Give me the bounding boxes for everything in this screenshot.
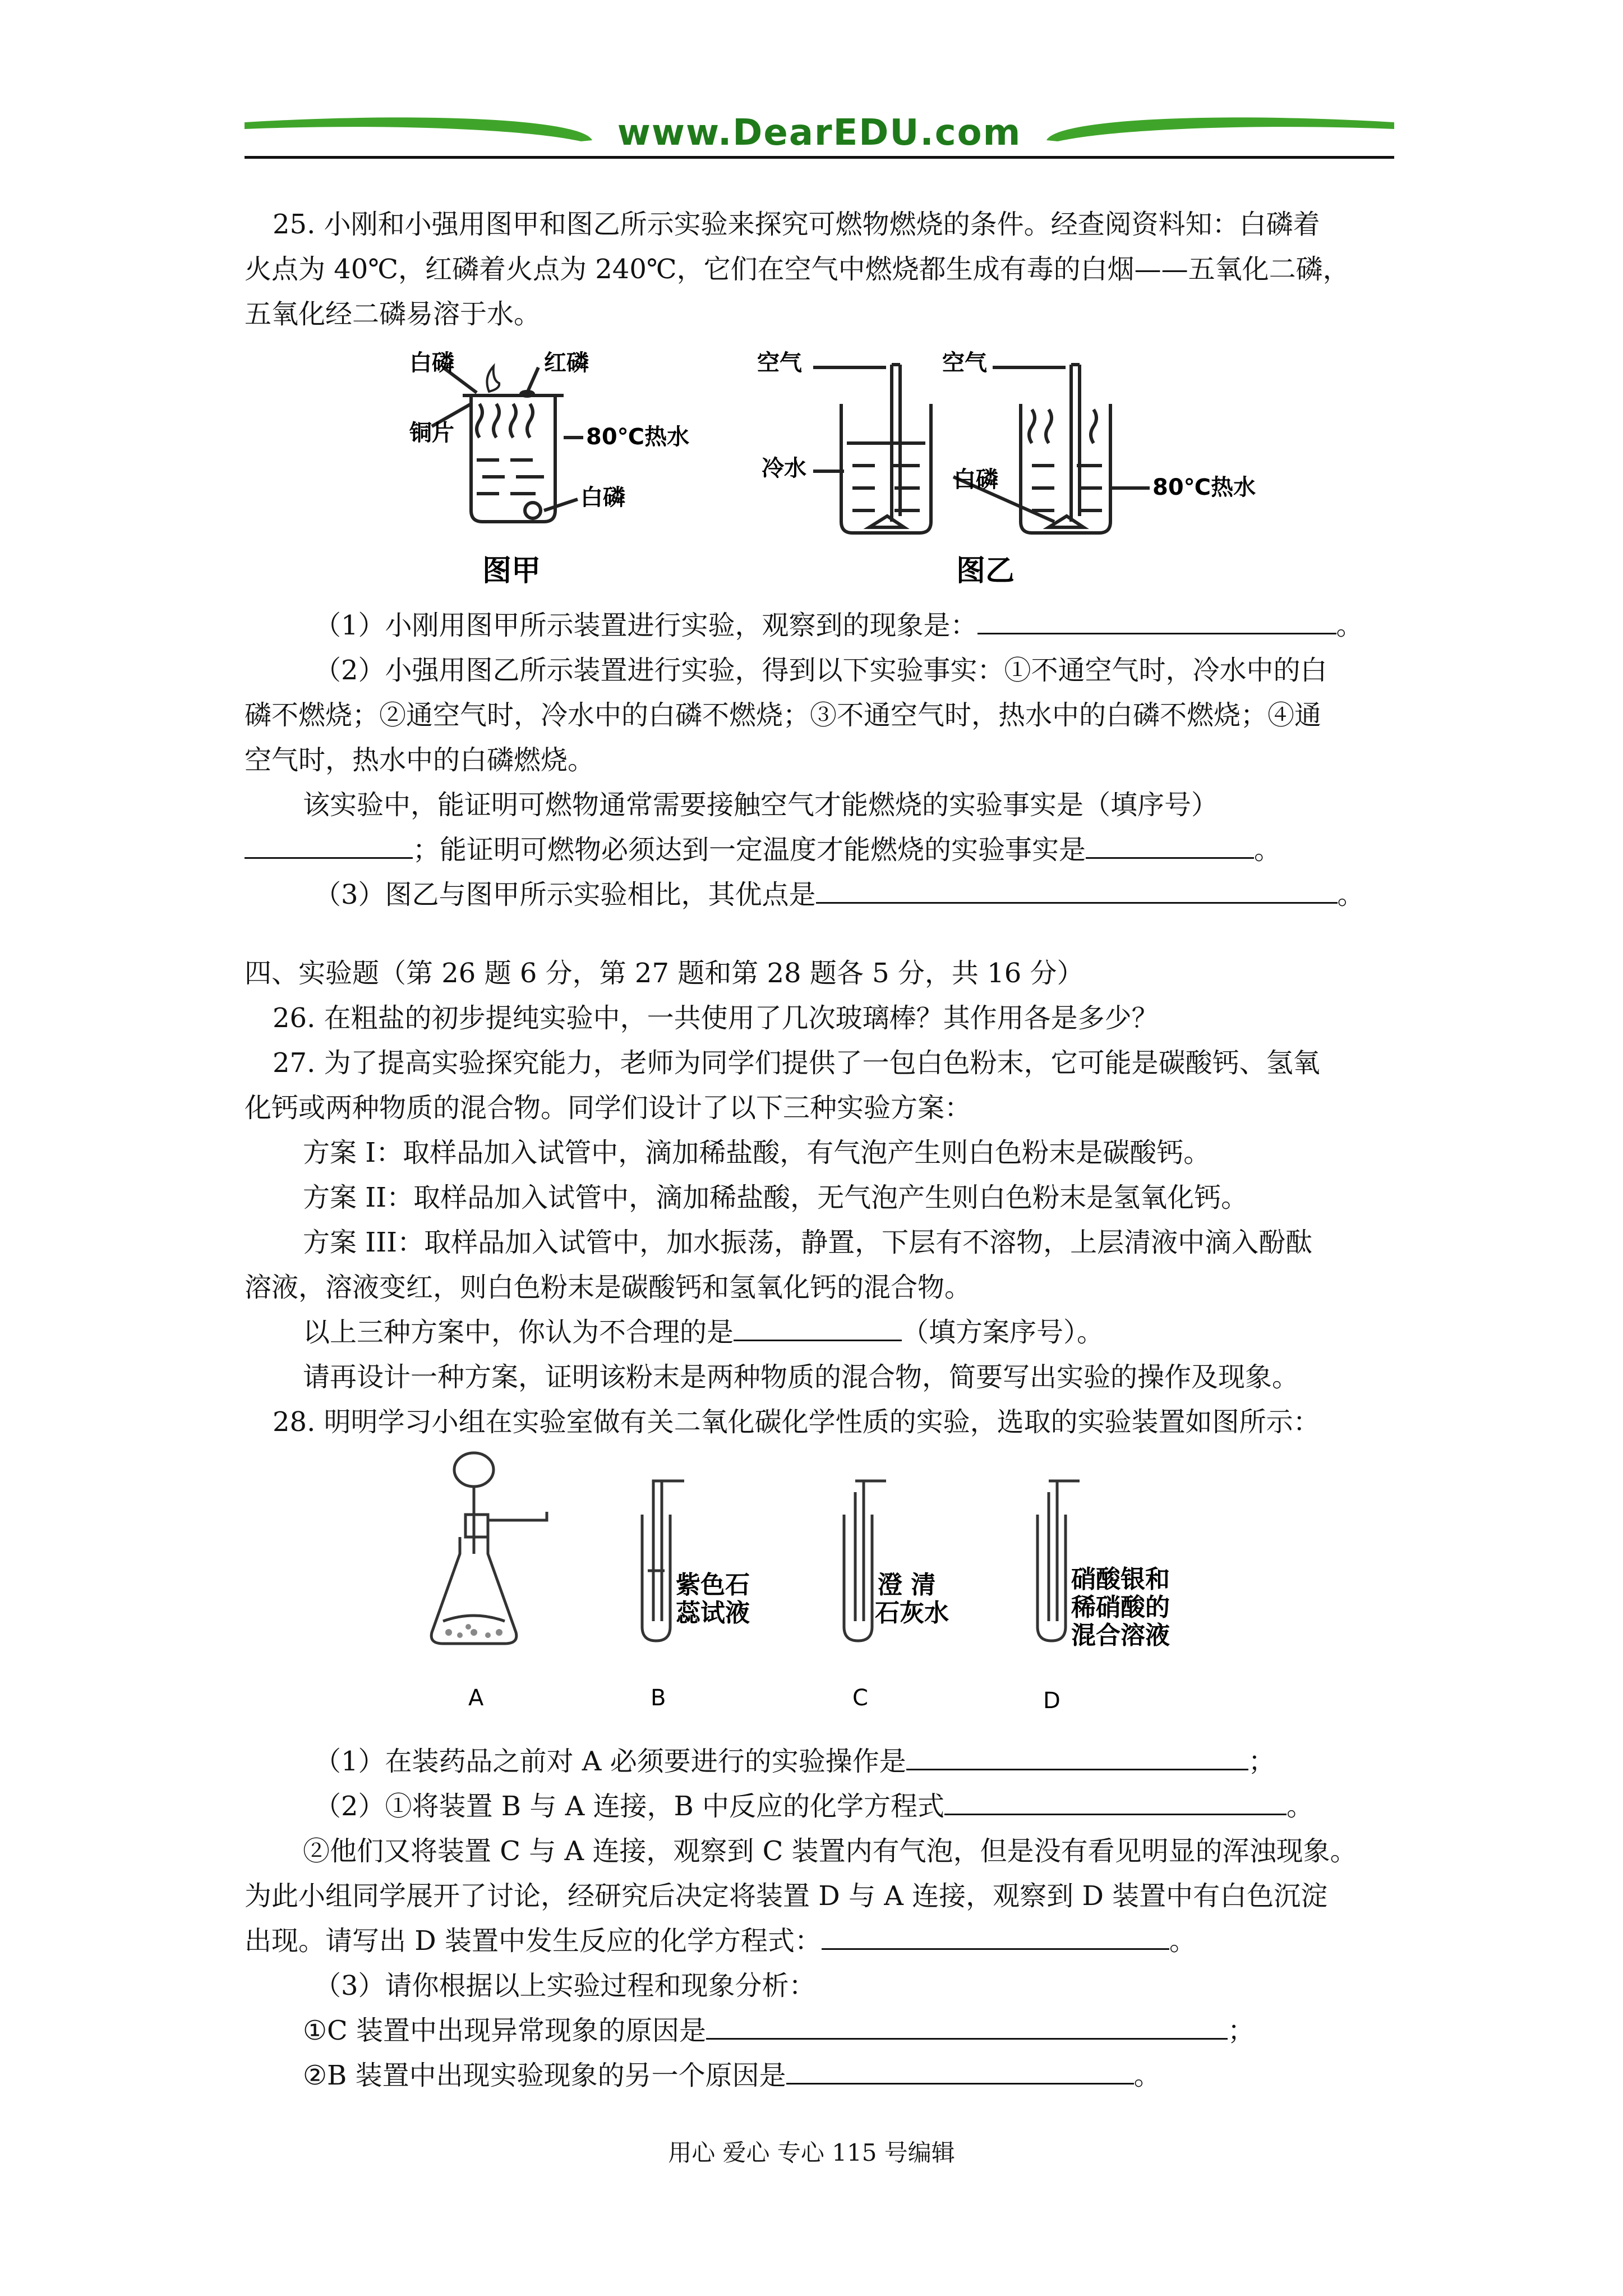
fig-label-a: A — [468, 1685, 484, 1711]
site-name: www.DearEDU.com — [617, 112, 1022, 154]
q28-part-3b-end: 。 — [1133, 2060, 1161, 2091]
q25-part-1-end: 。 — [1336, 610, 1363, 641]
q25-part-1-answer-blank[interactable] — [978, 608, 1336, 634]
fig-yi-label-white-p: 白磷 — [953, 467, 998, 493]
q28-part-3b — [303, 2053, 1161, 2098]
q28-part-1-answer-blank[interactable] — [906, 1744, 1248, 1770]
q25-part-2-line-3: 空气时，热水中的白磷燃烧。 — [245, 744, 595, 776]
q27-plan-3-line-1: 方案 III：取样品加入试管中，加水振荡，静置，下层有不溶物，上层清液中滴入酚酞 — [303, 1227, 1313, 1258]
page-footer: 用心 爱心 专心 115 号编辑 — [668, 2139, 955, 2166]
q28-part-2b-line-3-end: 。 — [1169, 1925, 1197, 1957]
figure-jia — [409, 342, 723, 595]
q25-part-1 — [314, 603, 1363, 648]
q25-part-2-line-5-end: 。 — [1254, 834, 1281, 866]
fig-yi-label-air-1: 空气 — [757, 350, 802, 376]
q27-line-1: 27. 为了提高实验探究能力，老师为同学们提供了一包白色粉末，它可能是碳酸钙、氢氧 — [273, 1047, 1320, 1079]
q28-part-3a-text: ①C 装置中出现异常现象的原因是 — [303, 2015, 707, 2046]
fig-d-text-2: 稀硝酸的 — [1071, 1593, 1170, 1622]
q25-part-3-end: 。 — [1337, 879, 1364, 910]
fig-jia-label-copper: 铜片 — [409, 420, 454, 446]
q25-intro-line-2: 火点为 40℃，红磷着火点为 240℃，它们在空气中燃烧都生成有毒的白烟——五氧化二磷， — [245, 254, 1350, 285]
fig-jia-label-red-p: 红磷 — [544, 350, 589, 376]
fig-yi-caption: 图乙 — [956, 554, 1015, 588]
q28-part-3a-end: ； — [1228, 2015, 1255, 2046]
q28-part-2b-line-1: ②他们又将装置 C 与 A 连接，观察到 C 装置内有气泡，但是没有看见明显的浑浊现象。 — [303, 1835, 1357, 1867]
q25-part-3-answer-blank[interactable] — [816, 877, 1338, 904]
q28-part-2-answer-blank[interactable] — [944, 1789, 1287, 1815]
fig-yi-label-air-2: 空气 — [942, 350, 987, 376]
fig-yi-label-hot-water: 80℃热水 — [1152, 475, 1256, 500]
fig-d-text-3: 混合溶液 — [1071, 1621, 1170, 1650]
fig-yi-label-cold-water: 冷水 — [762, 455, 806, 481]
q28-part-3b-answer-blank[interactable] — [786, 2058, 1134, 2085]
q28-part-3a-answer-blank[interactable] — [706, 2013, 1228, 2040]
q27-ask-1 — [303, 1310, 1104, 1355]
figure-yi — [757, 342, 1279, 595]
header-rule — [245, 156, 1394, 159]
q25-part-3-text: （3）图乙与图甲所示实验相比，其优点是 — [314, 879, 816, 910]
q27-ask-2: 请再设计一种方案，证明该粉末是两种物质的混合物，简要写出实验的操作及现象。 — [303, 1361, 1299, 1393]
q28-part-2-end: 。 — [1287, 1791, 1314, 1822]
q25-part-2-line-5-text: ；能证明可燃物必须达到一定温度才能燃烧的实验事实是 — [413, 834, 1086, 866]
q27-plan-3-line-2: 溶液，溶液变红，则白色粉末是碳酸钙和氢氧化钙的混合物。 — [245, 1272, 972, 1303]
section-4-title: 四、实验题（第 26 题 6 分，第 27 题和第 28 题各 5 分，共 16 分） — [245, 958, 1084, 989]
fig-d-text-1: 硝酸银和 — [1071, 1565, 1170, 1594]
fig-c-text-2: 石灰水 — [875, 1599, 949, 1627]
fig-label-c: C — [852, 1685, 868, 1711]
q25-part-2-line-2: 磷不燃烧；②通空气时，冷水中的白磷不燃烧；③不通空气时，热水中的白磷不燃烧；④通 — [245, 700, 1322, 731]
q28-part-1 — [314, 1739, 1275, 1784]
fig-jia-label-white-p-2: 白磷 — [580, 485, 625, 510]
q27-ask-1-text: 以上三种方案中，你认为不合理的是 — [303, 1317, 734, 1348]
q27-plan-2: 方案 II：取样品加入试管中，滴加稀盐酸，无气泡产生则白色粉末是氢氧化钙。 — [303, 1182, 1248, 1213]
fig-label-b: B — [651, 1685, 666, 1711]
header-banner — [245, 107, 1394, 168]
fig-c-text-1: 澄 清 — [878, 1571, 936, 1599]
fig-jia-caption: 图甲 — [482, 554, 541, 588]
figure-q28-apparatus — [426, 1442, 1239, 1733]
q25-part-2-line-4: 该实验中，能证明可燃物通常需要接触空气才能燃烧的实验事实是（填序号） — [303, 789, 1219, 821]
q27-unreasonable-plan-blank[interactable] — [734, 1315, 902, 1341]
fig-b-text-2: 蕊试液 — [676, 1599, 750, 1627]
q27-line-2: 化钙或两种物质的混合物。同学们设计了以下三种实验方案： — [245, 1092, 972, 1124]
fig-jia-label-hot-water: 80℃热水 — [586, 424, 690, 450]
q26-text: 26. 在粗盐的初步提纯实验中，一共使用了几次玻璃棒？其作用各是多少？ — [273, 1002, 1159, 1034]
q25-intro-line-1: 25. 小刚和小强用图甲和图乙所示实验来探究可燃物燃烧的条件。经查阅资料知：白磷着 — [273, 209, 1320, 240]
fig-b-text-1: 紫色石 — [676, 1571, 750, 1599]
q28-part-3: （3）请你根据以上实验过程和现象分析： — [314, 1970, 816, 2001]
q28-part-2b-line-2: 为此小组同学展开了讨论，经研究后决定将装置 D 与 A 连接，观察到 D 装置中有白色沉淀 — [245, 1880, 1328, 1912]
q28-part-1-text: （1）在装药品之前对 A 必须要进行的实验操作是 — [314, 1746, 906, 1777]
q28-part-2b-line-3 — [245, 1918, 1196, 1963]
q28-part-2 — [314, 1784, 1313, 1829]
q25-part-2-line-5 — [245, 827, 1281, 872]
q28-d-equation-blank[interactable] — [822, 1924, 1169, 1950]
fig-jia-label-white-p: 白磷 — [409, 350, 454, 376]
q25-air-facts-blank[interactable] — [245, 832, 413, 859]
q25-temperature-facts-blank[interactable] — [1086, 832, 1254, 859]
q28-part-2b-line-3-text: 出现。请写出 D 装置中发生反应的化学方程式： — [245, 1925, 822, 1957]
q28-line-1: 28. 明明学习小组在实验室做有关二氧化碳化学性质的实验，选取的实验装置如图所示： — [273, 1406, 1320, 1438]
q28-part-3b-text: ②B 装置中出现实验现象的另一个原因是 — [303, 2060, 786, 2091]
q28-part-2-text: （2）①将装置 B 与 A 连接，B 中反应的化学方程式 — [314, 1791, 945, 1822]
q25-part-1-text: （1）小刚用图甲所示装置进行实验，观察到的现象是： — [314, 610, 978, 641]
fig-label-d: D — [1043, 1688, 1061, 1714]
q28-part-1-end: ； — [1248, 1746, 1275, 1777]
q27-ask-1-end: （填方案序号）。 — [902, 1317, 1104, 1348]
q25-part-3 — [314, 872, 1364, 917]
q27-plan-1: 方案 I：取样品加入试管中，滴加稀盐酸，有气泡产生则白色粉末是碳酸钙。 — [303, 1137, 1211, 1168]
q28-part-3a — [303, 2008, 1255, 2053]
q25-intro-line-3: 五氧化经二磷易溶于水。 — [245, 298, 541, 330]
q25-part-2-line-1: （2）小强用图乙所示装置进行实验，得到以下实验事实：①不通空气时，冷水中的白 — [314, 655, 1327, 686]
